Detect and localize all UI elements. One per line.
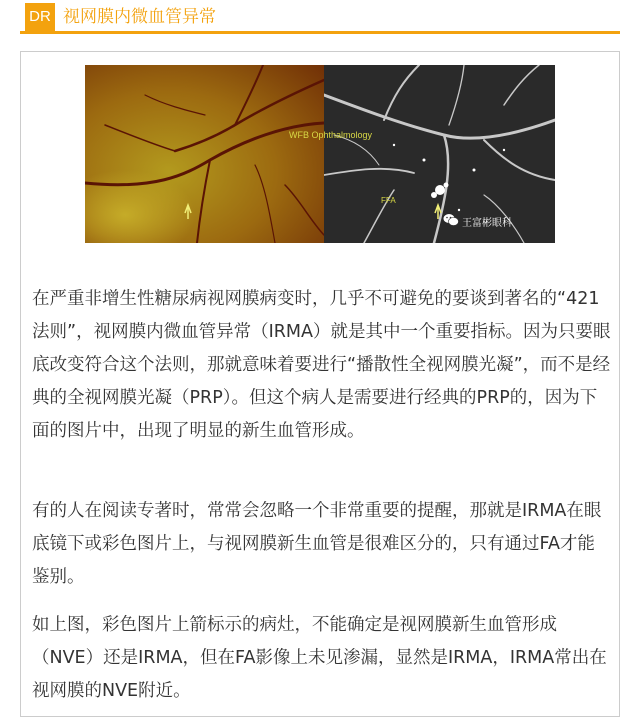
- section-header: [20, 0, 620, 33]
- section-title: 视网膜内微血管异常: [63, 7, 216, 27]
- article-box: [20, 51, 620, 717]
- watermark-text: WFB Ophthalmology: [289, 130, 373, 140]
- ffa-label: FFA: [381, 196, 396, 205]
- image-credit: 王富彬眼科: [462, 218, 512, 229]
- fundus-figure: [85, 65, 555, 243]
- paragraph-1: 在严重非增生性糖尿病视网膜病变时，几乎不可避免的要谈到著名的“421法则”，视网膜内微血管异常（IRMA）就是其中一个重要指标。因为只要眼底改变符合这个法则，那就意味着要进行“播散性全视网膜光凝”，而不是经典的全视网膜光凝（PRP）。但这个病人是需要进行经典的PRP的，因为下面的图片中，出现了明显的新生血管形成。: [32, 289, 611, 441]
- paragraph-3: 如上图，彩色图片上箭标示的病灶，不能确定是视网膜新生血管形成（NVE）还是IRMA，但在FA影像上未见渗漏，显然是IRMA，IRMA常出在视网膜的NVE附近。: [32, 615, 607, 701]
- paragraph-2: 有的人在阅读专著时，常常会忽略一个非常重要的提醒，那就是IRMA在眼底镜下或彩色图片上，与视网膜新生血管是很难区分的，只有通过FA才能鉴别。: [32, 501, 602, 587]
- color-fundus-photo: [85, 65, 324, 243]
- wechat-icon: [443, 213, 459, 227]
- dr-badge: DR: [25, 3, 55, 31]
- ffa-photo: [324, 65, 555, 243]
- header-divider: [20, 31, 620, 34]
